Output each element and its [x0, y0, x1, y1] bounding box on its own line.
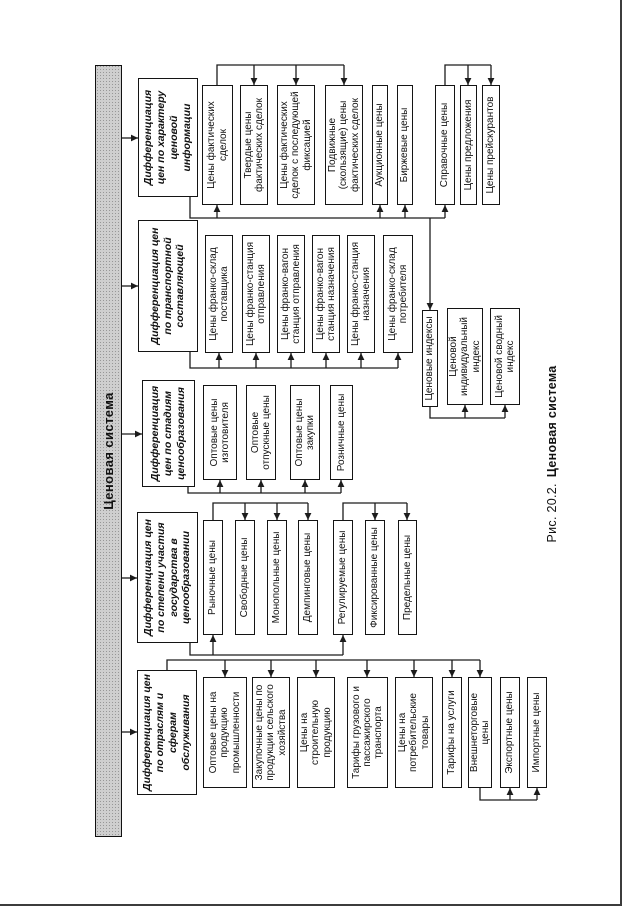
- node-firm-deal-prices: Твердые цены фактических сделок: [240, 85, 268, 205]
- node-wholesale-purchase-prices: Оптовые цены закупки: [290, 385, 320, 480]
- branch-header-pricing-stages: Дифференциация цен по стадиям ценообразования: [142, 380, 195, 487]
- figure-caption-title: Ценовая система: [545, 365, 559, 478]
- node-construction-prices: Цены на строительную продукцию: [297, 677, 335, 788]
- node-agricultural-purchase-prices: Закупочные цены по продукции сельского хозяйства: [252, 677, 290, 788]
- node-free-prices: Свободные цены: [235, 520, 255, 635]
- branch-header-state-participation: Дифференциация цен по степени участия государства в ценообразовании: [137, 512, 198, 643]
- node-franco-wagon-departure-station: Цены франко-вагон станция отправления: [277, 235, 305, 353]
- node-wholesale-manufacturer-prices: Оптовые цены изготовителя: [203, 385, 237, 480]
- node-auction-prices: Аукционные цены: [372, 85, 388, 205]
- node-exchange-prices: Биржевые цены: [397, 85, 413, 205]
- node-monopoly-prices: Монопольные цены: [267, 520, 287, 635]
- node-reference-prices: Справочные цены: [435, 85, 455, 205]
- node-franco-destination-station: Цены франко-станция назначения: [347, 235, 375, 353]
- figure-caption-number: Рис. 20.2.: [545, 483, 559, 543]
- node-market-prices: Рыночные цены: [203, 520, 223, 635]
- root-title-bar: Ценовая система: [95, 65, 122, 837]
- node-franco-supplier-warehouse: Цены франко-склад поставщика: [205, 235, 233, 353]
- node-price-list-prices: Цены прейскурантов: [482, 85, 500, 205]
- node-deal-prices-subsequent-fixation: Цены фактических сделок с последующей фиксацией: [277, 85, 315, 205]
- node-foreign-trade-prices: Внешнеторговые цены: [468, 677, 492, 788]
- node-dumping-prices: Демпинговые цены: [298, 520, 318, 635]
- branch-header-transport: Дифференциация цен по транспортной составляющей: [138, 220, 198, 352]
- node-fixed-prices: Фиксированные цены: [365, 520, 385, 635]
- node-ceiling-prices: Предельные цены: [398, 520, 417, 635]
- node-franco-consumer-warehouse: Цены франко-склад потребителя: [383, 235, 413, 353]
- node-freight-passenger-tariffs: Тарифы грузового и пассажирского транспорта: [347, 677, 388, 788]
- node-franco-wagon-destination-station: Цены франко-вагон станция назначения: [312, 235, 340, 353]
- node-individual-price-index: Ценовой индивидуальный индекс: [447, 308, 483, 405]
- figure-caption: [545, 0, 559, 908]
- branch-header-price-info: Дифференциация цен по характеру ценовой информации: [138, 78, 198, 197]
- node-industry-wholesale-prices: Оптовые цены на продукцию промышленности: [203, 677, 247, 788]
- node-actual-deal-prices: Цены фактических сделок: [202, 85, 233, 205]
- node-retail-prices: Розничные цены: [330, 385, 353, 480]
- node-consumer-goods-prices: Цены на потребительские товары: [395, 677, 433, 788]
- branch-header-industries: Дифференциация цен по отраслям и сферам обслуживания: [137, 670, 197, 795]
- node-service-tariffs: Тарифы на услуги: [442, 677, 462, 788]
- node-export-prices: Экспортные цены: [500, 677, 520, 788]
- node-regulated-prices: Регулируемые цены: [333, 520, 353, 635]
- node-price-indices: Ценовые индексы: [422, 310, 438, 407]
- node-composite-price-index: Ценовой сводный индекс: [490, 308, 520, 405]
- node-franco-departure-station: Цены франко-станция отправления: [242, 235, 270, 353]
- node-floating-deal-prices: Подвижные (скользящие) цены фактических сделок: [325, 85, 363, 205]
- node-offer-prices: Цены предложения: [460, 85, 477, 205]
- node-import-prices: Импортные цены: [527, 677, 547, 788]
- node-wholesale-release-prices: Оптовые отпускные цены: [246, 385, 276, 480]
